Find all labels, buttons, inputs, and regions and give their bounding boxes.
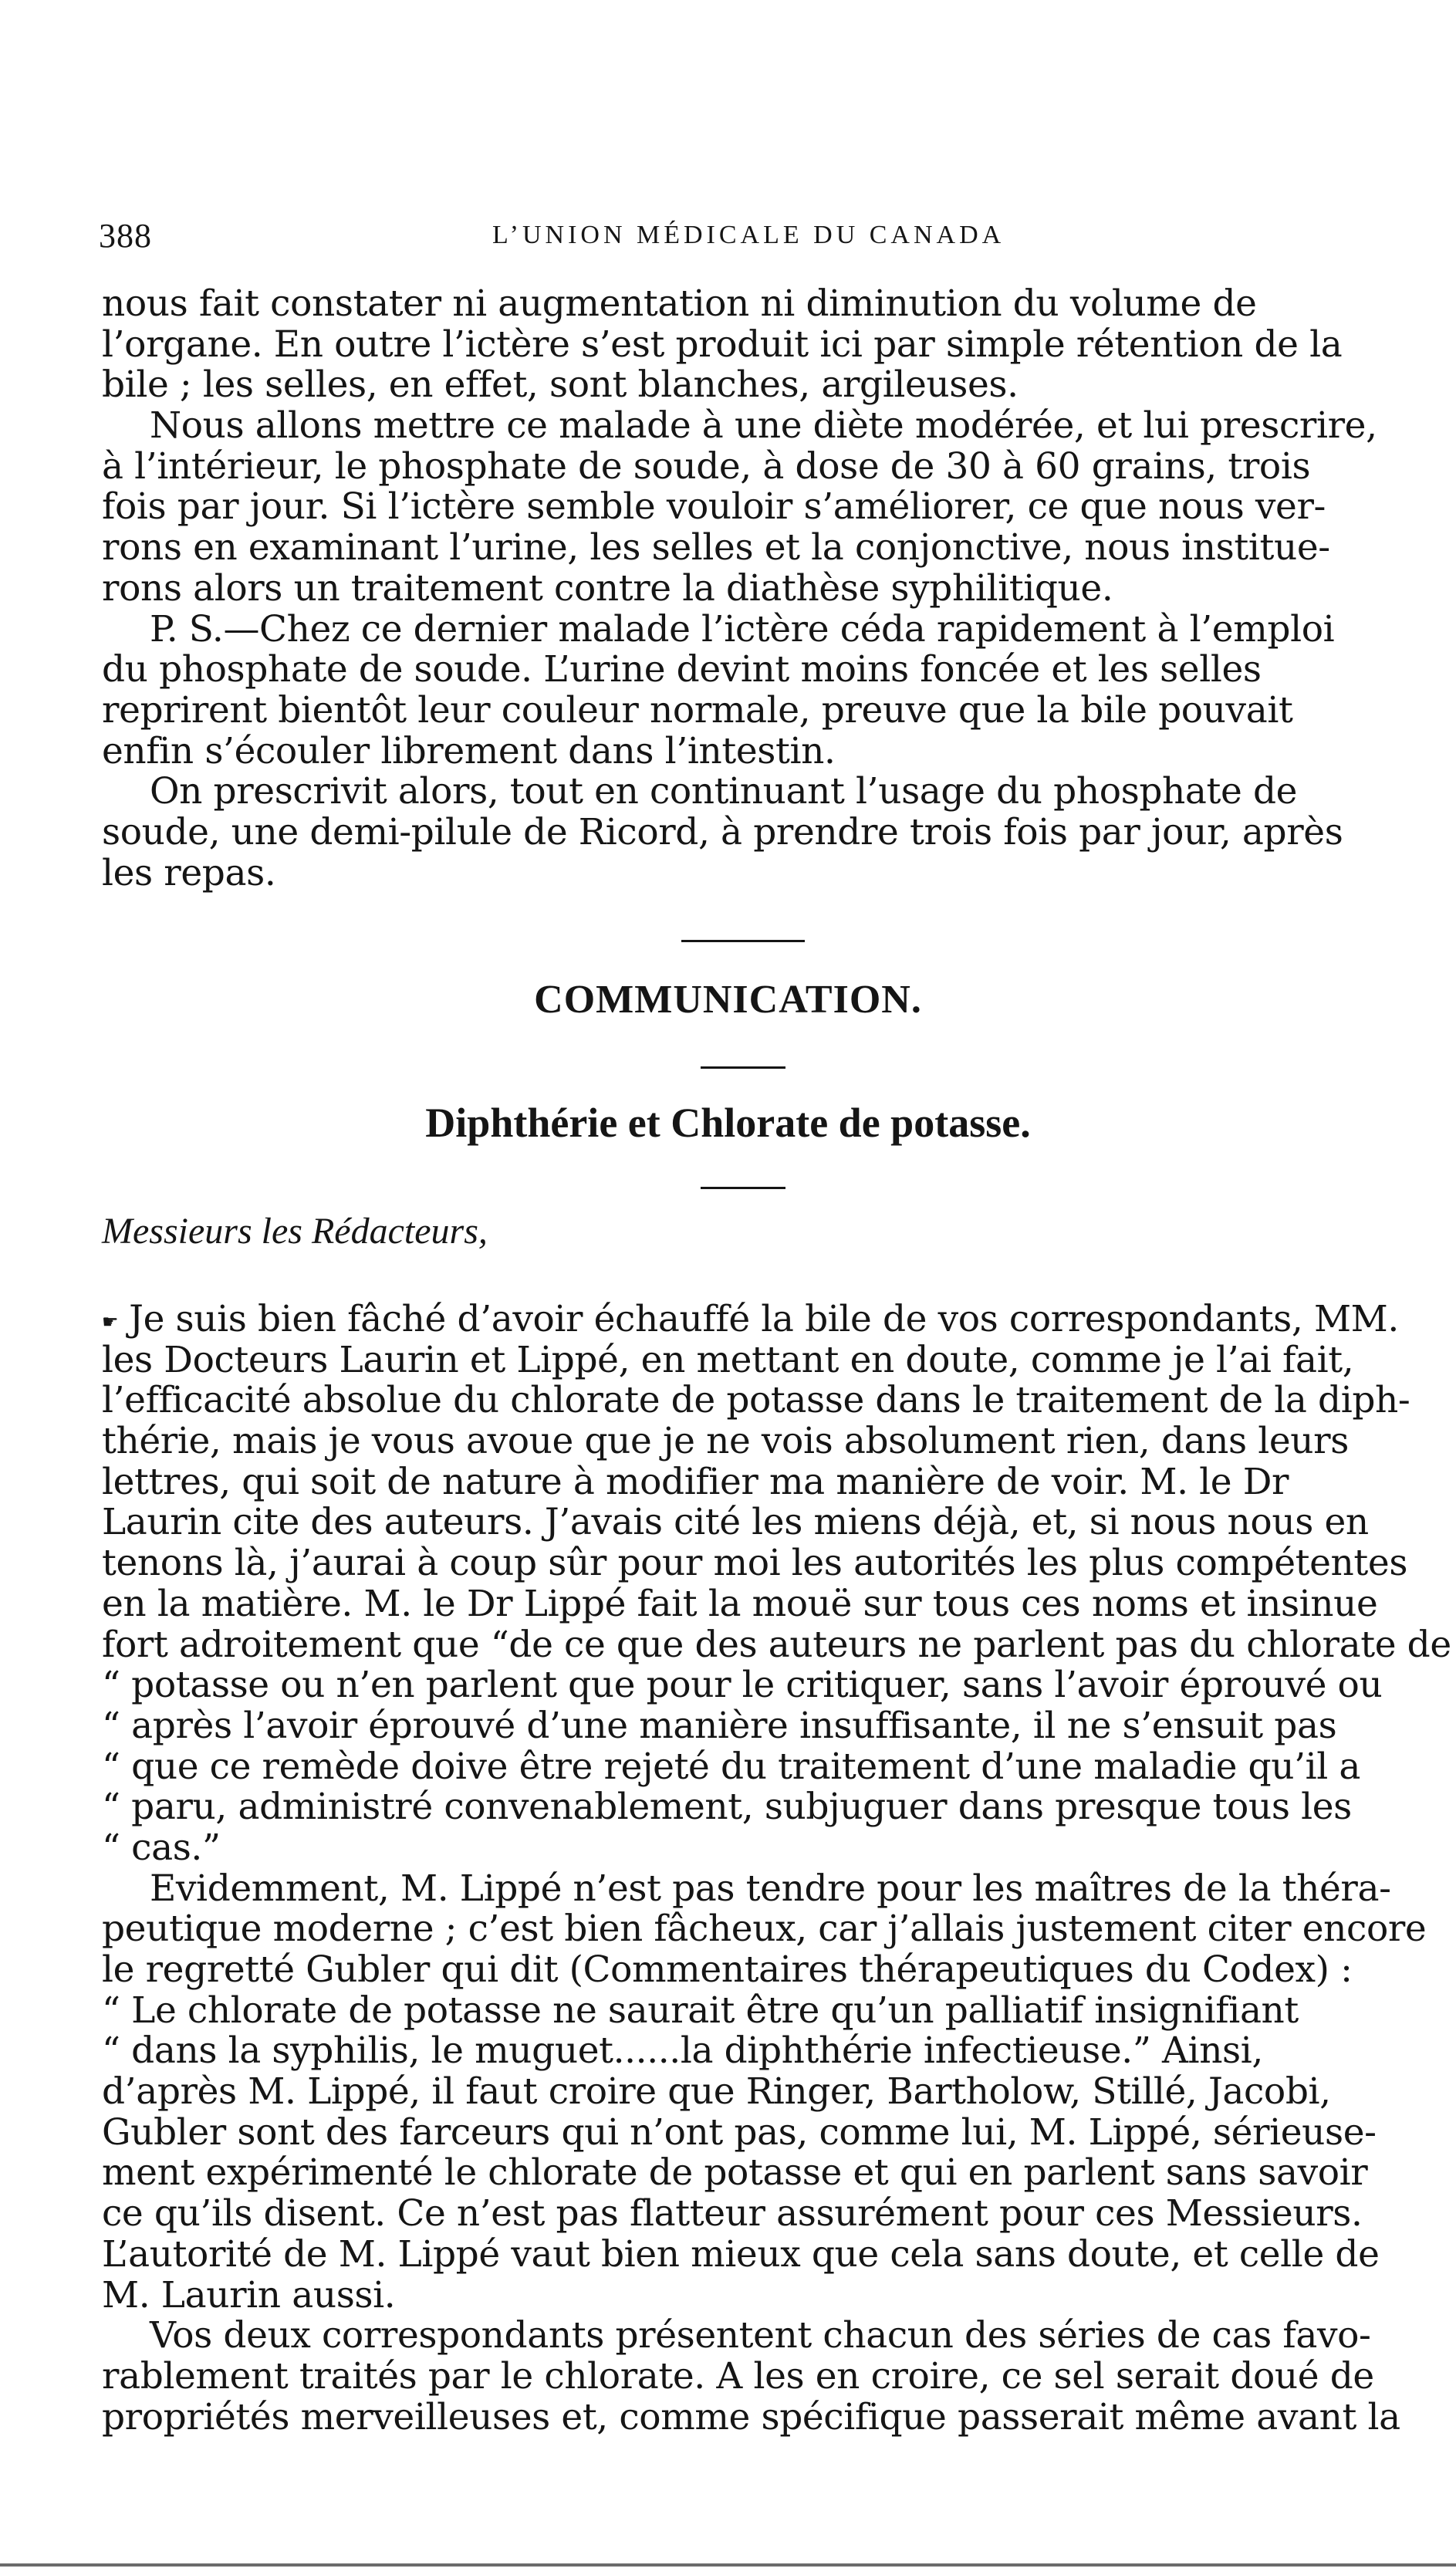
text-line: d’après M. Lippé, il faut croire que Ringer, Bartholow, Stillé, Jacobi, bbox=[102, 2070, 1331, 2114]
page-header bbox=[99, 216, 1333, 262]
text-line: Vos deux correspondants présentent chacun des séries de cas favo- bbox=[150, 2314, 1371, 2357]
text-line: l’organe. En outre l’ictère s’est produit ici par simple rétention de la bbox=[102, 323, 1343, 366]
text-line: tenons là, j’aurai à coup sûr pour moi les autorités les plus compétentes bbox=[102, 1542, 1408, 1585]
text-line: “ Le chlorate de potasse ne saurait être qu’un palliatif insignifiant bbox=[102, 1989, 1299, 2032]
letter-text bbox=[102, 1298, 1451, 2438]
text-line: “ paru, administré convenablement, subjuguer dans presque tous les bbox=[102, 1786, 1352, 1829]
text-line: L’autorité de M. Lippé vaut bien mieux que cela sans doute, et celle de bbox=[102, 2232, 1380, 2276]
text-line: Nous allons mettre ce malade à une diète modérée, et lui prescrire, bbox=[150, 404, 1377, 448]
text-line: soude, une demi-pilule de Ricord, à prendre trois fois par jour, après bbox=[102, 810, 1343, 853]
text-line: du phosphate de soude. L’urine devint moins foncée et les selles bbox=[102, 648, 1262, 691]
text-line: lettres, qui soit de nature à modifier ma manière de voir. M. le Dr bbox=[102, 1460, 1289, 1503]
section-title: COMMUNICATION. bbox=[534, 978, 922, 1022]
running-title: L’UNION MÉDICALE DU CANADA bbox=[492, 221, 1005, 249]
text-line: “ dans la syphilis, le muguet......la diphthérie infectieuse.” Ainsi, bbox=[102, 2029, 1263, 2073]
text-line: les repas. bbox=[102, 851, 276, 894]
salutation: Messieurs les Rédacteurs, bbox=[102, 1211, 488, 1252]
article-title: Diphthérie et Chlorate de potasse. bbox=[425, 1100, 1031, 1146]
text-line: “ après l’avoir éprouvé d’une manière insuffisante, il ne s’ensuit pas bbox=[102, 1704, 1337, 1747]
text-line: reprirent bientôt leur couleur normale, preuve que la bile pouvait bbox=[102, 688, 1293, 732]
text-line: rons en examinant l’urine, les selles et la conjonctive, nous institue- bbox=[102, 526, 1330, 569]
text-line-content: Je suis bien fâché d’avoir échauffé la bile de vos correspondants, MM. bbox=[129, 1298, 1399, 1340]
section-divider bbox=[701, 1187, 785, 1189]
text-line: Evidemment, M. Lippé n’est pas tendre pour les maîtres de la théra- bbox=[150, 1867, 1391, 1910]
text-line: en la matière. M. le Dr Lippé fait la mouë sur tous ces noms et insinue bbox=[102, 1582, 1378, 1625]
text-line: propriétés merveilleuses et, comme spécifique passerait même avant la bbox=[102, 2395, 1400, 2438]
text-line: Laurin cite des auteurs. J’avais cité les miens déjà, et, si nous nous en bbox=[102, 1501, 1369, 1544]
text-line bbox=[102, 1298, 1399, 1340]
section-divider bbox=[701, 1066, 785, 1069]
text-line: ment expérimenté le chlorate de potasse et qui en parlent sans savoir bbox=[102, 2151, 1368, 2195]
text-line: les Docteurs Laurin et Lippé, en mettant en doute, comme je l’ai fait, bbox=[102, 1338, 1354, 1381]
text-line: “ que ce remède doive être rejeté du traitement d’une maladie qu’il a bbox=[102, 1745, 1361, 1788]
page-number: 388 bbox=[99, 217, 152, 255]
text-line: On prescrivit alors, tout en continuant l’usage du phosphate de bbox=[150, 770, 1298, 813]
text-line: rablement traités par le chlorate. A les en croire, ce sel serait doué de bbox=[102, 2354, 1374, 2398]
text-line: “ potasse ou n’en parlent que pour le critiquer, sans l’avoir éprouvé ou bbox=[102, 1664, 1383, 1707]
text-line: P. S.—Chez ce dernier malade l’ictère céda rapidement à l’emploi bbox=[150, 607, 1335, 651]
text-line: “ cas.” bbox=[102, 1826, 221, 1869]
text-line: fort adroitement que “de ce que des auteurs ne parlent pas du chlorate de bbox=[102, 1623, 1451, 1666]
text-line: M. Laurin aussi. bbox=[102, 2273, 396, 2316]
text-line: Gubler sont des farceurs qui n’ont pas, comme lui, M. Lippé, sérieuse- bbox=[102, 2110, 1377, 2154]
pointing-hand-icon: ☛ bbox=[102, 1310, 119, 1333]
text-line: rons alors un traitement contre la diathèse syphilitique. bbox=[102, 566, 1113, 610]
text-line: bile ; les selles, en effet, sont blanches, argileuses. bbox=[102, 363, 1019, 407]
text-line: ce qu’ils disent. Ce n’est pas flatteur assurément pour ces Messieurs. bbox=[102, 2192, 1363, 2235]
text-line: à l’intérieur, le phosphate de soude, à dose de 30 à 60 grains, trois bbox=[102, 444, 1311, 488]
text-line: thérie, mais je vous avoue que je ne vois absolument rien, dans leurs bbox=[102, 1420, 1349, 1463]
page-bottom-edge bbox=[0, 2563, 1456, 2567]
text-line: fois par jour. Si l’ictère semble vouloir s’améliorer, ce que nous ver- bbox=[102, 485, 1326, 529]
text-line: le regretté Gubler qui dit (Commentaires thérapeutiques du Codex) : bbox=[102, 1948, 1353, 1991]
section-divider bbox=[681, 940, 805, 942]
text-line: enfin s’écouler librement dans l’intestin. bbox=[102, 729, 836, 772]
text-line: nous fait constater ni augmentation ni diminution du volume de bbox=[102, 282, 1257, 325]
text-line: peutique moderne ; c’est bien fâcheux, car j’allais justement citer encore bbox=[102, 1908, 1427, 1951]
case-report-text bbox=[102, 284, 1383, 894]
text-line: l’efficacité absolue du chlorate de potasse dans le traitement de la diph- bbox=[102, 1379, 1410, 1422]
